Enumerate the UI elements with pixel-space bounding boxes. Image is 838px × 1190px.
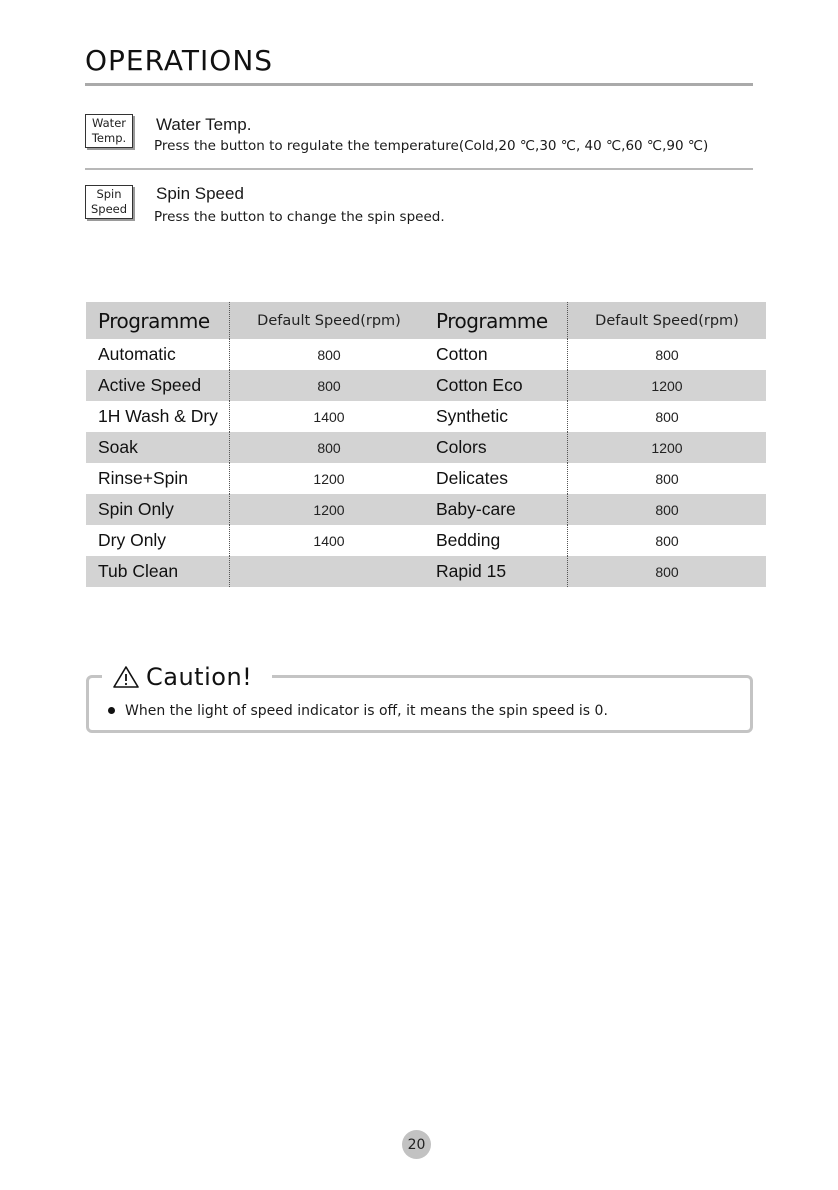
page-heading: OPERATIONS [85, 44, 274, 77]
programme-speed: 800 [568, 401, 767, 432]
programme-speed: 800 [568, 339, 767, 370]
header-programme: Programme [424, 302, 568, 339]
programme-speed: 1200 [230, 463, 429, 494]
programme-speed: 1200 [568, 370, 767, 401]
table-row [424, 401, 766, 432]
programme-speed: 800 [230, 432, 429, 463]
programme-name: Tub Clean [86, 556, 230, 587]
table-row [424, 432, 766, 463]
spin-speed-button-line1: Spin [96, 187, 122, 201]
water-temp-button-icon [85, 114, 133, 148]
programme-speed: 1200 [230, 494, 429, 525]
programme-name: Delicates [436, 468, 508, 488]
table-header-row [424, 302, 766, 339]
table-row [424, 494, 766, 525]
caution-note [108, 703, 608, 719]
caution-title: Caution! [146, 663, 253, 691]
warning-triangle-icon [112, 665, 140, 689]
programme-name: Dry Only [98, 530, 167, 550]
table-row [86, 525, 428, 556]
programme-speed: 800 [230, 339, 429, 370]
table-row [86, 463, 428, 494]
programme-name: Cotton [436, 344, 488, 364]
header-default-speed: Default Speed(rpm) [230, 302, 429, 339]
table-row [424, 339, 766, 370]
programme-speed: 800 [568, 463, 767, 494]
programme-name: Colors [424, 432, 568, 463]
caution-text: When the light of speed indicator is off, it means the spin speed is 0. [125, 703, 608, 719]
table-row [86, 401, 428, 432]
spin-speed-title: Spin Speed [156, 184, 244, 203]
programme-name: Cotton Eco [424, 370, 568, 401]
header-default-speed: Default Speed(rpm) [568, 302, 767, 339]
programme-name: Baby-care [424, 494, 568, 525]
programme-table-left [86, 302, 428, 587]
table-row [86, 370, 428, 401]
programme-speed: 800 [568, 494, 767, 525]
programme-name: Spin Only [86, 494, 230, 525]
water-temp-button-line1: Water [92, 116, 126, 130]
spin-speed-button-line2: Speed [90, 202, 128, 216]
table-header-row [86, 302, 428, 339]
programme-speed: 800 [568, 525, 767, 556]
programme-speed: 800 [568, 556, 767, 587]
table-row [86, 556, 428, 587]
programme-name: Automatic [98, 344, 176, 364]
programme-speed: 800 [230, 370, 429, 401]
caution-header [112, 660, 252, 694]
table-row [424, 556, 766, 587]
programme-speed: 1400 [230, 525, 429, 556]
programme-name: Rinse+Spin [98, 468, 188, 488]
water-temp-description: Press the button to regulate the temperature(Cold,20 ℃,30 ℃, 40 ℃,60 ℃,90 ℃) [154, 138, 709, 154]
table-row [86, 339, 428, 370]
programme-name: Rapid 15 [424, 556, 568, 587]
spin-speed-description: Press the button to change the spin speed. [154, 209, 445, 225]
programme-name: Active Speed [86, 370, 230, 401]
water-temp-button-line2: Temp. [91, 131, 127, 145]
water-temp-title: Water Temp. [156, 115, 252, 134]
page-number: 20 [407, 1136, 426, 1153]
header-programme: Programme [86, 302, 230, 339]
table-row [86, 494, 428, 525]
programme-name: Bedding [436, 530, 501, 550]
page-number-badge [402, 1130, 431, 1159]
section-divider [85, 168, 753, 170]
table-row [424, 370, 766, 401]
programme-speed: 1200 [568, 432, 767, 463]
bullet-icon [108, 707, 115, 714]
heading-rule [85, 83, 753, 86]
programme-name: 1H Wash & Dry [98, 406, 218, 426]
table-row [424, 525, 766, 556]
programme-table-right [424, 302, 766, 587]
table-row [86, 432, 428, 463]
programme-name: Soak [86, 432, 230, 463]
programme-speed [230, 556, 429, 587]
spin-speed-button-icon [85, 185, 133, 219]
table-row [424, 463, 766, 494]
programme-speed: 1400 [230, 401, 429, 432]
programme-name: Synthetic [436, 406, 508, 426]
